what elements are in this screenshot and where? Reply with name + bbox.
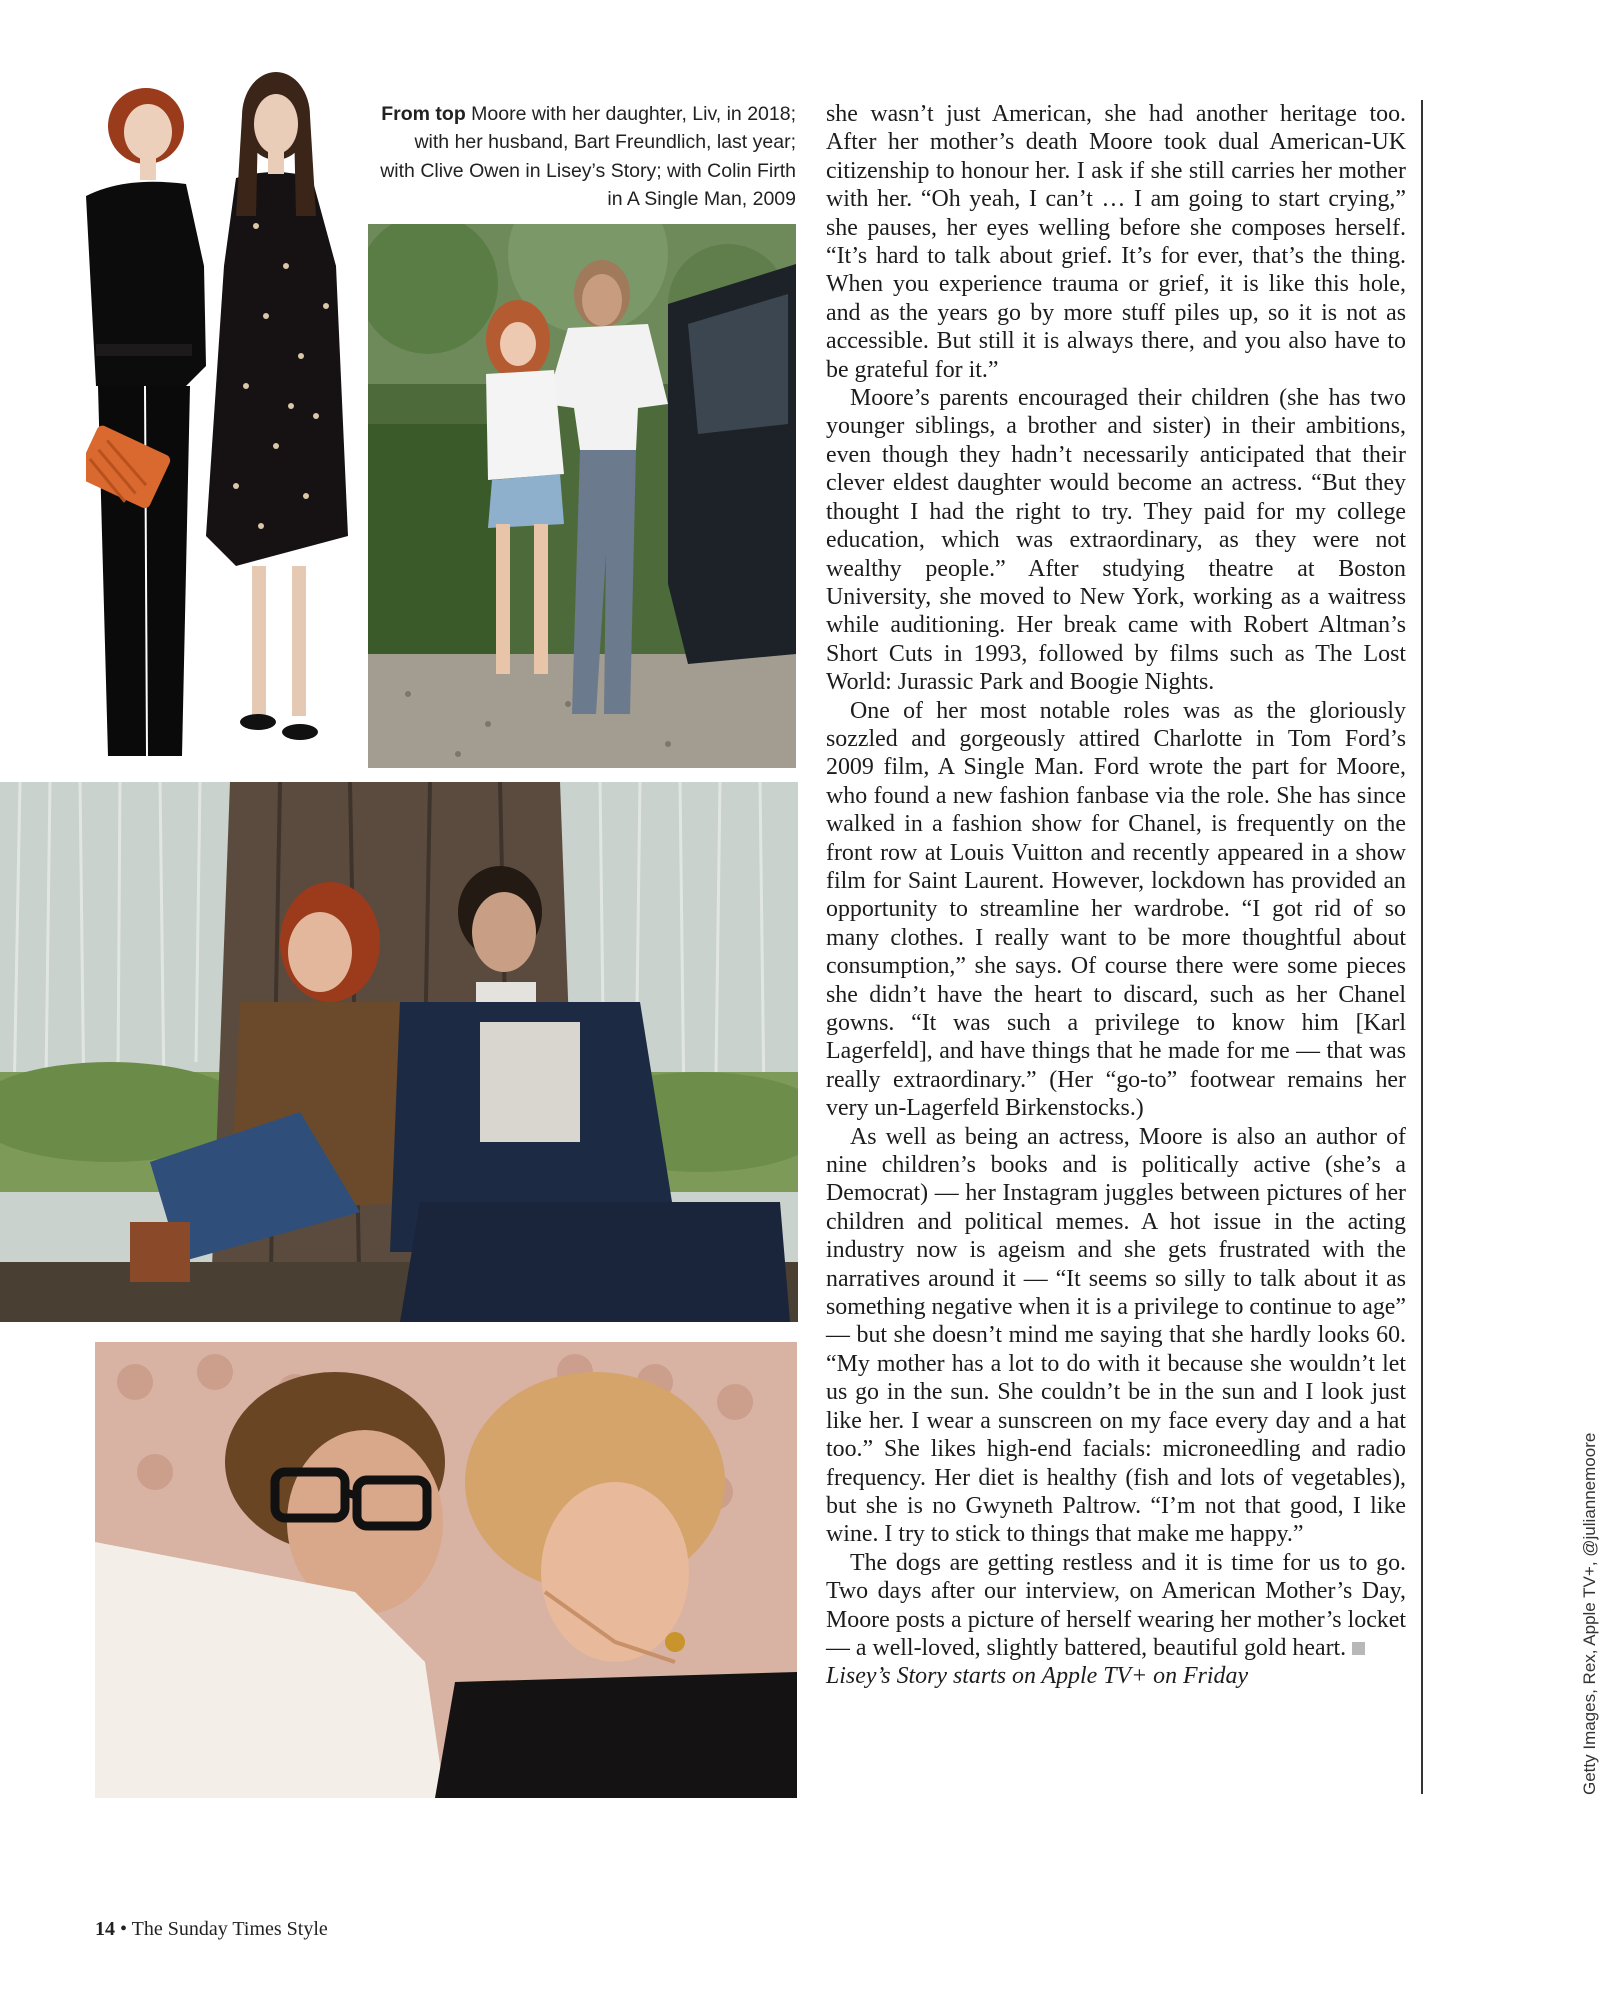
footer-separator: • bbox=[120, 1918, 128, 1940]
column-rule bbox=[1421, 100, 1423, 1794]
article-paragraph-text: The dogs are getting restless and it is time for us to go. Two days after our interview, on American Mother’s Day, Moore posts a picture of herself wearing her mother’s locket — a well-loved, slightly battered, beautiful gold heart. bbox=[826, 1549, 1406, 1661]
photo-single-man-still bbox=[95, 1342, 797, 1798]
photo-moore-with-husband bbox=[368, 224, 796, 768]
photo-credit: Getty Images, Rex, Apple TV+, @juliannemoore bbox=[1580, 1432, 1599, 1795]
photo-caption bbox=[380, 100, 796, 214]
page-footer bbox=[95, 1918, 328, 1941]
end-mark-icon bbox=[1352, 1642, 1365, 1655]
broadcast-credit-line: Lisey’s Story starts on Apple TV+ on Friday bbox=[826, 1663, 1249, 1690]
caption-text: Moore with her daughter, Liv, in 2018; with her husband, Bart Freundlich, last year; with Clive Owen in Lisey’s Story; with Colin Firth in A Single Man, 2009 bbox=[380, 103, 796, 211]
article-paragraph-last bbox=[826, 1549, 1406, 1663]
publication-name: The Sunday Times Style bbox=[131, 1918, 328, 1940]
page-number: 14 bbox=[95, 1918, 115, 1940]
article-paragraph: she wasn’t just American, she had another heritage too. After her mother’s death Moore took dual American-UK citizenship to honour her. I ask if she still carries her mother with her. “Oh yeah, I can’t … I am going to start crying,” she pauses, her eyes welling before she composes herself. “It’s hard to talk about grief. It’s for ever, that’s the thing. When you experience trauma or grief, it is like this hole, and as the years go by more stuff piles up, so it is not as accessible. But still it is always there, and you also have to be grateful for it.” bbox=[826, 101, 1406, 383]
article-paragraph: As well as being an actress, Moore is also an author of nine children’s books and is politically active (she’s a Democrat) — her Instagram juggles between pictures of her children and political memes. A hot issue in the acting industry now is ageism and she gets frustrated with the narratives around it — “It seems so silly to talk about it as something negative when it is a privilege to continue to age” — but she doesn’t mind me saying that she hardly looks 60. “My mother has a lot to do with it because she wouldn’t let us go in the sun. She couldn’t be in the sun and I look just like her. I wear a sunscreen on my face every day and a hat too.” She likes high-end facials: microneedling and radio frequency. Her diet is healthy (fish and lots of vegetables), but she is no Gwyneth Paltrow. “I’m not that good, I like wine. I try to stick to things that make me happy.” bbox=[826, 1123, 1406, 1548]
photo-moore-with-daughter bbox=[86, 66, 390, 774]
article-body bbox=[826, 100, 1406, 1691]
photo-lisey-story-still bbox=[0, 782, 798, 1322]
caption-lead: From top bbox=[381, 103, 466, 125]
article-paragraph: Moore’s parents encouraged their children (she has two younger siblings, a brother and sister) in their ambitions, even though they hadn’t necessarily anticipated that their clever eldest daughter would become an actress. “But they thought I had the right to try. They paid for my college education, which was extraordinary, as they were not wealthy people.” After studying theatre at Boston University, she moved to New York, working as a waitress while auditioning. Her break came with Robert Altman’s Short Cuts in 1993, followed by films such as The Lost World: Jurassic Park and Boogie Nights. bbox=[826, 385, 1406, 696]
article-paragraph: One of her most notable roles was as the gloriously sozzled and gorgeously attired Charlotte in Tom Ford’s 2009 film, A Single Man. Ford wrote the part for Moore, who found a new fashion fanbase via the role. She has since walked in a fashion show for Chanel, is frequently on the front row at Louis Vuitton and recently appeared in a show film for Saint Laurent. However, lockdown has provided an opportunity to streamline her wardrobe. “I got rid of so many clothes. I really want to be more thoughtful about consumption,” she says. Of course there were some pieces she didn’t have the heart to discard, such as her Chanel gowns. “It was such a privilege to know him [Karl Lagerfeld], and have things that he made for me — that was really extraordinary.” (Her “go-to” footwear remains her very un-Lagerfeld Birkenstocks.) bbox=[826, 697, 1406, 1122]
